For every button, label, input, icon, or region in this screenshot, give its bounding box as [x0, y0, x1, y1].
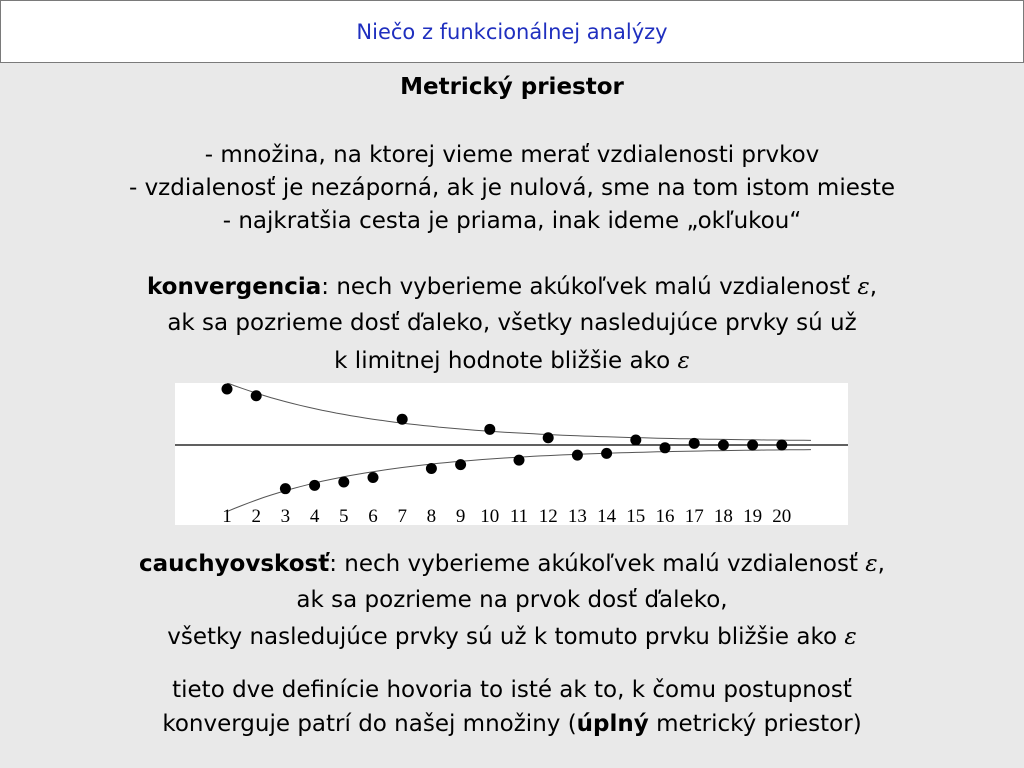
conclusion-line2-start: konverguje patrí do našej množiny ( [162, 711, 577, 737]
epsilon-symbol: ε [677, 348, 690, 374]
data-point [455, 459, 466, 470]
metric-title: Metrický priestor [400, 74, 624, 100]
x-tick-label: 8 [426, 506, 437, 525]
data-point [368, 472, 379, 483]
convergence-line-3 [0, 341, 1024, 381]
epsilon-symbol: ε [844, 624, 857, 650]
convergence-line-2: ak sa pozrieme dosť ďaleko, všetky nasledujúce prvky sú už [167, 310, 857, 336]
complete-term: úplný [576, 711, 649, 737]
convergence-plot [175, 383, 848, 525]
x-tick-label: 19 [743, 506, 763, 525]
cauchy-line-3 [0, 618, 1024, 656]
conclusion-line2-end: metrický priestor) [648, 711, 862, 737]
conclusion-line-1: tieto dve definície hovoria to isté ak to, k čomu postupnosť [172, 677, 852, 703]
convergence-line-1 [0, 269, 1024, 305]
metric-line-3: - najkratšia cesta je priama, inak ideme „okľukou“ [222, 208, 802, 234]
data-point [660, 442, 671, 453]
metric-line-1: - množina, na ktorej vieme merať vzdialenosti prvkov [204, 142, 820, 168]
x-tick-label: 1 [222, 506, 232, 525]
x-tick-label: 15 [626, 506, 646, 525]
convergence-line3-text: k limitnej hodnote bližšie ako [334, 348, 678, 374]
convergence-line1-text: : nech vyberieme akúkoľvek malú vzdialenosť [321, 274, 858, 300]
data-point [280, 483, 291, 494]
convergence-line1-end: , [869, 274, 877, 300]
data-point [747, 440, 758, 451]
convergence-section [0, 269, 1024, 381]
data-point [572, 450, 583, 461]
x-tick-label: 18 [713, 506, 733, 525]
x-tick-label: 9 [455, 506, 466, 525]
x-tick-label: 14 [597, 506, 617, 525]
slide-title: Niečo z funkcionálnej analýzy [356, 19, 668, 44]
x-tick-label: 3 [280, 506, 291, 525]
data-point [776, 440, 787, 451]
convergence-term: konvergencia [147, 274, 322, 300]
x-tick-label: 5 [339, 506, 349, 525]
x-tick-label: 6 [368, 506, 378, 525]
data-point [514, 455, 525, 466]
x-tick-label: 16 [655, 506, 675, 525]
epsilon-symbol: ε [857, 274, 870, 300]
cauchy-term: cauchyovskosť [139, 551, 330, 577]
data-point [338, 476, 349, 487]
data-point [718, 440, 729, 451]
x-tick-label: 4 [309, 506, 320, 525]
x-tick-labels [222, 506, 791, 525]
cauchy-line-1 [0, 546, 1024, 582]
conclusion-line-2 [0, 707, 1024, 741]
x-tick-label: 10 [480, 506, 500, 525]
data-point [543, 432, 554, 443]
cauchy-line3-text: všetky nasledujúce prvky sú už k tomuto prvku bližšie ako [167, 624, 845, 650]
metric-section [0, 71, 1024, 104]
data-point [689, 438, 700, 449]
cauchy-section [0, 546, 1024, 656]
data-point [630, 434, 641, 445]
x-tick-label: 17 [684, 506, 704, 525]
cauchy-line1-text: : nech vyberieme akúkoľvek malú vzdialenosť [329, 551, 866, 577]
slide-header [0, 0, 1024, 63]
cauchy-line-2: ak sa pozrieme na prvok dosť ďaleko, [296, 587, 728, 613]
data-point [397, 414, 408, 425]
cauchy-line1-end: , [877, 551, 885, 577]
data-point [484, 424, 495, 435]
x-tick-label: 12 [538, 506, 558, 525]
data-point [222, 384, 233, 395]
convergence-plot-svg [175, 383, 848, 525]
upper-envelope-curve [227, 383, 811, 440]
x-tick-label: 11 [509, 506, 529, 525]
x-tick-label: 20 [772, 506, 792, 525]
x-tick-label: 2 [251, 506, 261, 525]
epsilon-symbol: ε [865, 551, 878, 577]
x-tick-label: 7 [397, 506, 407, 525]
data-point [251, 390, 262, 401]
data-point [426, 463, 437, 474]
data-point [601, 448, 612, 459]
data-point [309, 480, 320, 491]
metric-properties [0, 139, 1024, 238]
x-tick-label: 13 [567, 506, 587, 525]
metric-line-2: - vzdialenosť je nezáporná, ak je nulová, sme na tom istom mieste [128, 175, 896, 201]
conclusion-section [0, 673, 1024, 741]
